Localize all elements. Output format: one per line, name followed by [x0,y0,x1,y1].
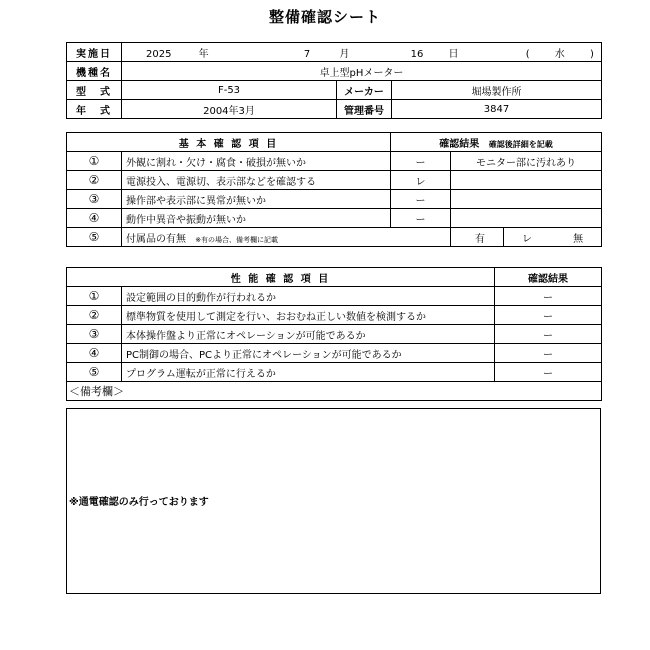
item-text: プログラム運転が正常に行えるか [122,363,495,382]
item-number: ⑤ [67,363,122,382]
year-label: 年 式 [67,100,122,119]
item-detail [451,171,602,190]
maker-value: 堀場製作所 [392,81,602,100]
type-label: 型 式 [67,81,122,100]
table-row [67,325,602,344]
item-result: ー [495,325,602,344]
item-number: ① [67,152,122,171]
item-result: ー [495,344,602,363]
item-number: ④ [67,209,122,228]
table-row [67,190,602,209]
basic-result-note: 確認後詳細を記載 [488,139,553,149]
year-value: 2004年3月 [122,100,337,119]
notes-text: ※通電確認のみ行っております [69,497,209,508]
item-number: ③ [67,190,122,209]
item-number: ② [67,171,122,190]
item-detail: モニター部に汚れあり [451,152,602,171]
model-value: 卓上型pHメーター [122,62,602,81]
accessory-text-cell [122,228,451,247]
perf-header-row [67,268,602,287]
item-result: ー [391,209,451,228]
item-number: ③ [67,325,122,344]
item-text: 設定範囲の目的動作が行われるか [122,287,495,306]
model-row [67,62,602,81]
basic-header: 基 本 確 認 項 目 [67,133,391,152]
date-day-unit: 日 [448,48,459,60]
accessory-text: 付属品の有無 [126,233,186,245]
item-text: 本体操作盤より正常にオペレーションが可能であるか [122,325,495,344]
accessory-row [67,228,602,247]
accessory-yes: 有 [451,228,504,247]
item-text: PC制御の場合、PCより正常にオペレーションが可能であるか [122,344,495,363]
item-number: ① [67,287,122,306]
item-text: 動作中異音や振動が無いか [122,209,391,228]
table-row [67,363,602,382]
type-row [67,81,602,100]
item-detail [451,190,602,209]
item-text: 操作部や表示部に異常が無いか [122,190,391,209]
item-result: ー [495,306,602,325]
item-result: レ [391,171,451,190]
item-text: 電源投入、電源切、表示部などを確認する [122,171,391,190]
notes-box [66,408,601,594]
item-detail [451,209,602,228]
notes-header: ＜備考欄＞ [67,382,602,401]
equipment-info-table [66,42,602,119]
perf-header: 性 能 確 認 項 目 [67,268,495,287]
maker-label: メーカー [337,81,392,100]
date-month-unit: 月 [339,48,350,60]
accessory-no: 無 [573,233,584,245]
date-weekday-close: ) [589,48,594,60]
item-result: ー [495,363,602,382]
accessory-check: レ [521,233,532,245]
type-value: F-53 [122,81,337,100]
basic-header-row [67,133,602,152]
table-row [67,287,602,306]
accessory-note: ※有の場合、備考欄に記載 [195,235,279,244]
date-label: 実施日 [67,43,122,62]
basic-result-header [391,133,602,152]
date-year: 2025 [146,48,172,60]
item-text: 標準物質を使用して測定を行い、おおむね正しい数値を検測するか [122,306,495,325]
basic-check-table [66,132,602,247]
year-row [67,100,602,119]
table-row [67,344,602,363]
date-cell [122,43,602,62]
notes-header-row [67,382,602,401]
basic-result-label: 確認結果 [439,138,480,150]
item-number: ② [67,306,122,325]
item-number: ④ [67,344,122,363]
mgmt-value: 3847 [392,100,602,119]
item-result: ー [391,152,451,171]
table-row [67,152,602,171]
item-text: 外観に割れ・欠け・腐食・破損が無いか [122,152,391,171]
table-row [67,171,602,190]
sheet-title: 整備確認シート [268,8,381,26]
date-year-unit: 年 [198,48,209,60]
performance-check-table [66,267,602,401]
date-weekday-open: ( [525,48,530,60]
model-label: 機種名 [67,62,122,81]
date-row [67,43,602,62]
accessory-choice [504,228,602,247]
item-number: ⑤ [67,228,122,247]
item-result: ー [495,287,602,306]
item-result: ー [391,190,451,209]
date-day: 16 [410,48,424,60]
table-row [67,209,602,228]
date-weekday: 水 [554,48,565,60]
mgmt-label: 管理番号 [337,100,392,119]
table-row [67,306,602,325]
date-month: 7 [303,48,311,60]
perf-result-header: 確認結果 [495,268,602,287]
